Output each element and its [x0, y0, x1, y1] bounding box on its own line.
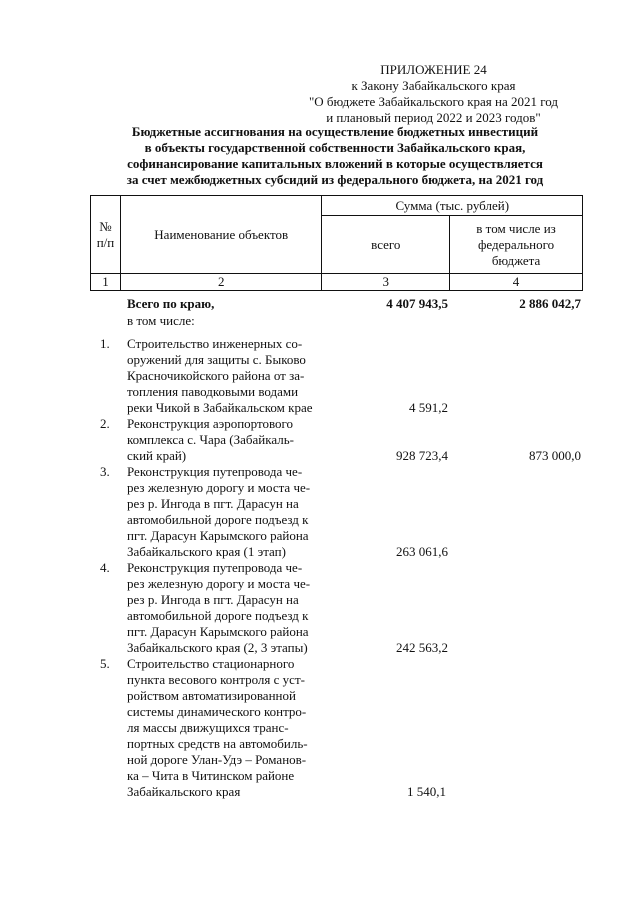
row-name: Реконструкция путепровода че- рез железную дорогу и моста че- рез р. Ингода в пгт. Дарасун на автомобильной дороге подъезд к пгт. Дарасун Карымского района Забайкальского края (1 этап) [127, 464, 311, 559]
header-total: всего [322, 216, 450, 274]
row-federal: 873 000,0 [529, 448, 581, 463]
table-body [90, 296, 583, 800]
total-federal-value: 2 886 042,7 [519, 296, 581, 311]
row-number: 1. [100, 336, 110, 351]
table-row [90, 656, 583, 800]
row-total: 1 540,1 [407, 784, 446, 799]
appendix-header [309, 62, 558, 126]
index-cell: 2 [120, 274, 322, 291]
row-total: 263 061,6 [396, 544, 448, 559]
header-name: Наименование объектов [120, 196, 322, 274]
row-number: 5. [100, 656, 110, 671]
document-title [100, 124, 570, 188]
table-row [90, 560, 583, 656]
title-line: софинансирование капитальных вложений в которые осуществляется [127, 156, 543, 171]
index-cell: 4 [450, 274, 583, 291]
appendix-line: "О бюджете Забайкальского края на 2021 год [308, 94, 558, 109]
header-sum: Сумма (тыс. рублей) [322, 196, 583, 216]
appendix-line: к Закону Забайкальского края [351, 78, 516, 93]
header-num: № п/п [91, 196, 121, 274]
title-line: за счет межбюджетных субсидий из федерального бюджета, на 2021 год [126, 172, 544, 187]
total-value: 4 407 943,5 [386, 296, 448, 311]
row-name: Строительство стационарного пункта весового контроля с уст- ройством автоматизированной системы динамического контро- ля массы движущихся транс- портных средств на автомобиль- ной дороге Улан-Удэ – Романов- ка – Чита в Читинском районе Забайкальского края [127, 656, 308, 799]
row-number: 3. [100, 464, 110, 479]
total-label: Всего по краю, [127, 296, 215, 311]
table-row [90, 464, 583, 560]
appendix-line: и плановый период 2022 и 2023 годов" [326, 110, 541, 125]
table-row [90, 416, 583, 464]
title-line: в объекты государственной собственности Забайкальского края, [144, 140, 526, 155]
row-name: Реконструкция путепровода че- рез железную дорогу и моста че- рез р. Ингода в пгт. Дарасун на автомобильной дороге подъезд к пгт. Дарасун Карымского района Забайкальского края (2, 3 этапы) [127, 560, 311, 655]
row-total: 928 723,4 [396, 448, 448, 463]
index-cell: 3 [322, 274, 450, 291]
row-number: 2. [100, 416, 110, 431]
row-total: 4 591,2 [409, 400, 448, 415]
index-cell: 1 [91, 274, 121, 291]
row-name: Реконструкция аэропортового комплекса с. Чара (Забайкаль- ский край) [127, 416, 295, 463]
total-sublabel: в том числе: [127, 313, 195, 328]
total-row [90, 296, 583, 330]
row-number: 4. [100, 560, 110, 575]
table-header [90, 195, 583, 291]
title-line: Бюджетные ассигнования на осуществление бюджетных инвестиций [131, 124, 539, 139]
row-total: 242 563,2 [396, 640, 448, 655]
table-row [90, 336, 583, 416]
row-name: Строительство инженерных со- оружений для защиты с. Быково Красночикойского района от за- топления паводковыми водами реки Чикой в Забайкальском крае [127, 336, 313, 415]
header-federal: в том числе из федерального бюджета [450, 216, 583, 274]
appendix-line: ПРИЛОЖЕНИЕ 24 [380, 62, 487, 77]
